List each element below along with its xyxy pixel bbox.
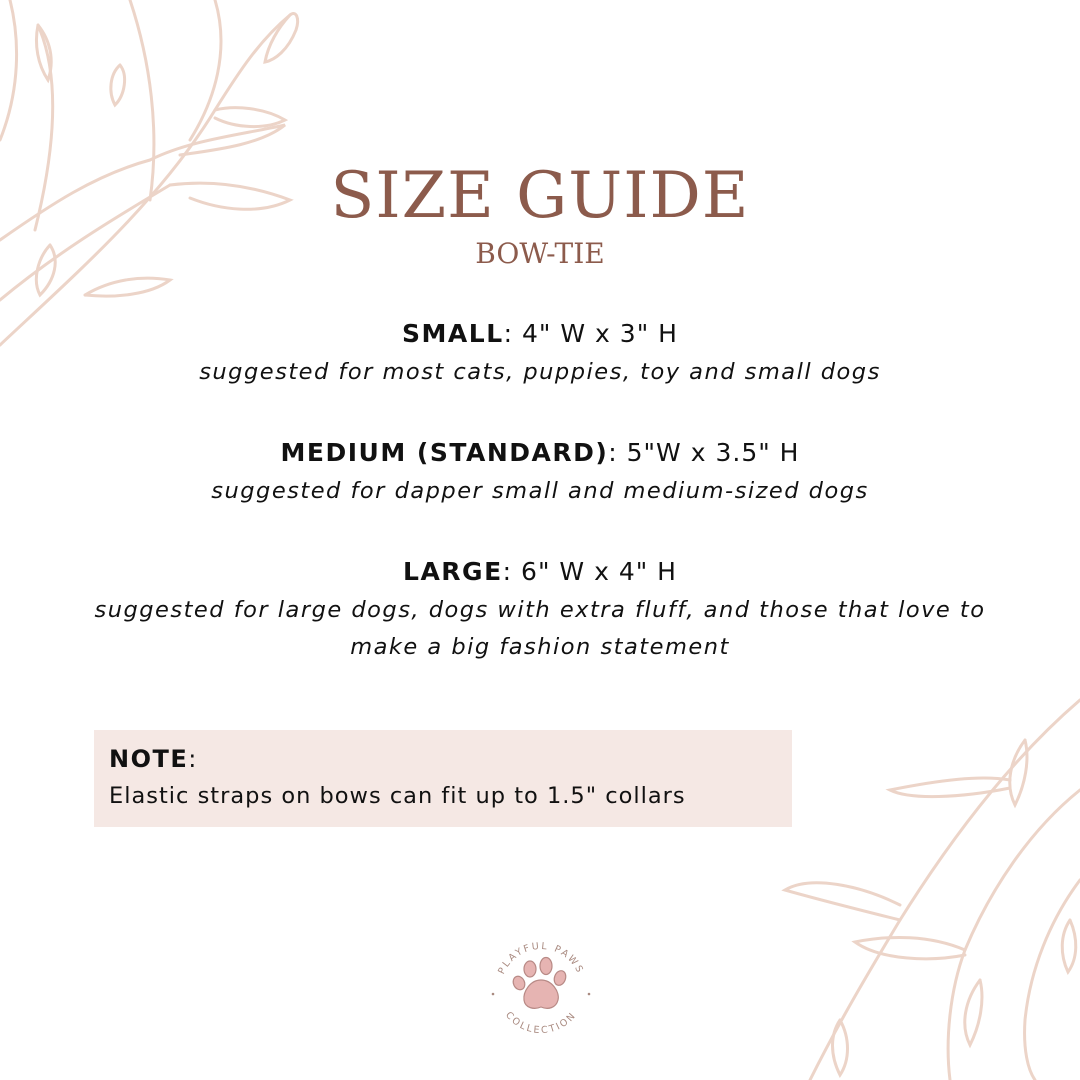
note-box — [94, 730, 792, 827]
size-small-block — [0, 316, 1080, 391]
size-medium-description: suggested for dapper small and medium-sized dogs — [211, 478, 869, 504]
logo-bottom-text: COLLECTION — [503, 1009, 579, 1037]
size-large-description: suggested for large dogs, dogs with extra fluff, and those that love to make a big fashion statement — [94, 597, 986, 660]
size-small-heading — [0, 316, 1080, 352]
size-medium-dimensions: 5"W x 3.5" H — [617, 438, 800, 467]
size-small-description: suggested for most cats, puppies, toy and small dogs — [199, 359, 881, 385]
paw-print-icon — [511, 958, 568, 1009]
size-small-name: SMALL — [402, 319, 504, 348]
page-title: SIZE GUIDE — [330, 159, 750, 233]
brand-logo — [480, 928, 602, 1050]
branch-decoration-bottom-right-icon — [780, 680, 1080, 1080]
note-heading — [109, 742, 792, 776]
size-large-dimensions: 6" W x 4" H — [512, 557, 677, 586]
size-small-dimensions: 4" W x 3" H — [513, 319, 678, 348]
size-medium-block — [0, 435, 1080, 510]
size-medium-separator: : — [608, 438, 618, 467]
logo-top-text: PLAYFUL PAWS — [496, 940, 586, 977]
page-subtitle: BOW-TIE — [475, 237, 605, 270]
note-text: Elastic straps on bows can fit up to 1.5" collars — [109, 783, 686, 809]
size-large-block — [0, 554, 1080, 666]
note-label: NOTE — [109, 745, 189, 773]
size-large-separator: : — [502, 557, 513, 586]
note-separator: : — [188, 745, 198, 773]
size-small-separator: : — [503, 319, 514, 348]
size-large-name: LARGE — [403, 557, 503, 586]
size-large-heading — [0, 554, 1080, 590]
size-medium-heading — [0, 435, 1080, 471]
svg-text:COLLECTION — [503, 1010, 579, 1036]
size-medium-name: MEDIUM (STANDARD) — [280, 438, 609, 467]
